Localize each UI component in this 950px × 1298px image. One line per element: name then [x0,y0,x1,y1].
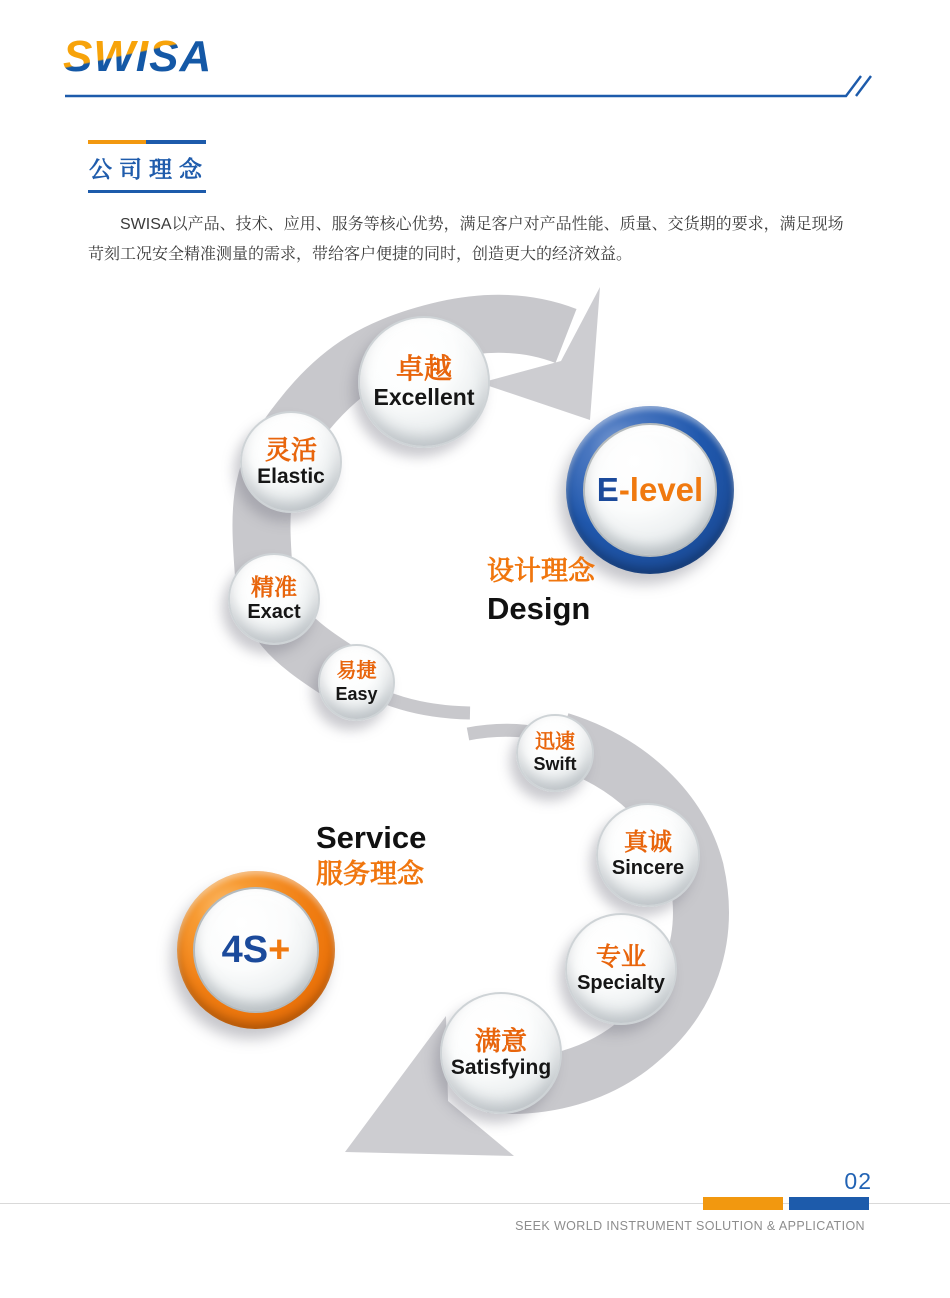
e-level-ring-badge [566,406,734,574]
footer-orange-bar [703,1197,783,1210]
bubble-sincere [596,803,700,907]
service-label-en: Service [316,820,427,855]
bubble-elastic [240,411,342,513]
bubble-elastic-en: Elastic [257,464,325,488]
e-level-badge-prefix: E [596,471,619,508]
service-concept-label [316,820,426,890]
bubble-excellent-cn: 卓越 [395,352,452,384]
bubble-swift [516,714,594,792]
e-level-ring-inner [583,423,717,557]
4s-plus-badge-suffix: + [268,928,291,971]
bubble-sincere-en: Sincere [611,857,685,880]
design-label-cn: 设计理念 [487,556,595,586]
service-label-cn: 服务理念 [316,858,424,889]
intro-line-1: SWISA以产品、技术、应用、服务等核心优势，满足客户对产品性能、质量、交货期的要求，满足现场 [120,216,844,233]
4s-plus-ring-badge [177,871,335,1029]
bubble-satisfying [440,992,562,1114]
page-number: 02 [844,1168,872,1194]
swisa-logo-text: SWISA [63,32,213,81]
bubble-exact [228,553,320,645]
bubble-excellent [358,316,490,448]
intro-line-2: 苛刻工况安全精准测量的需求，带给客户便捷的同时，创造更大的经济效益。 [88,246,633,263]
4s-plus-badge-prefix: 4S [221,928,269,971]
footer-blue-bar [789,1197,869,1210]
bubble-sincere-cn: 真诚 [624,829,672,857]
bubble-swift-en: Swift [533,754,577,775]
bubble-satisfying-en: Satisfying [450,1055,552,1079]
e-level-badge-text [597,471,703,509]
bubble-elastic-cn: 灵活 [264,434,317,465]
bubble-swift-cn: 迅速 [535,730,575,753]
bubble-specialty [565,913,677,1025]
bubble-specialty-en: Specialty [577,971,665,994]
bubble-easy-cn: 易捷 [336,660,377,683]
design-concept-label [487,556,595,627]
bubble-excellent-en: Excellent [373,383,475,410]
design-label-en: Design [487,591,591,627]
bubble-exact-en: Exact [247,600,301,623]
page-title: 公司理念 [89,156,209,182]
e-level-badge-suffix: -level [618,471,704,508]
bubble-satisfying-cn: 满意 [474,1025,527,1056]
bubble-easy [318,644,395,721]
4s-plus-badge-text [222,929,291,972]
bubble-specialty-cn: 专业 [595,942,646,971]
4s-plus-ring-inner [193,887,319,1013]
bubble-easy-en: Easy [335,683,378,704]
bubble-exact-cn: 精准 [251,573,297,600]
footer-tagline: SEEK WORLD INSTRUMENT SOLUTION & APPLICATION [515,1219,865,1233]
